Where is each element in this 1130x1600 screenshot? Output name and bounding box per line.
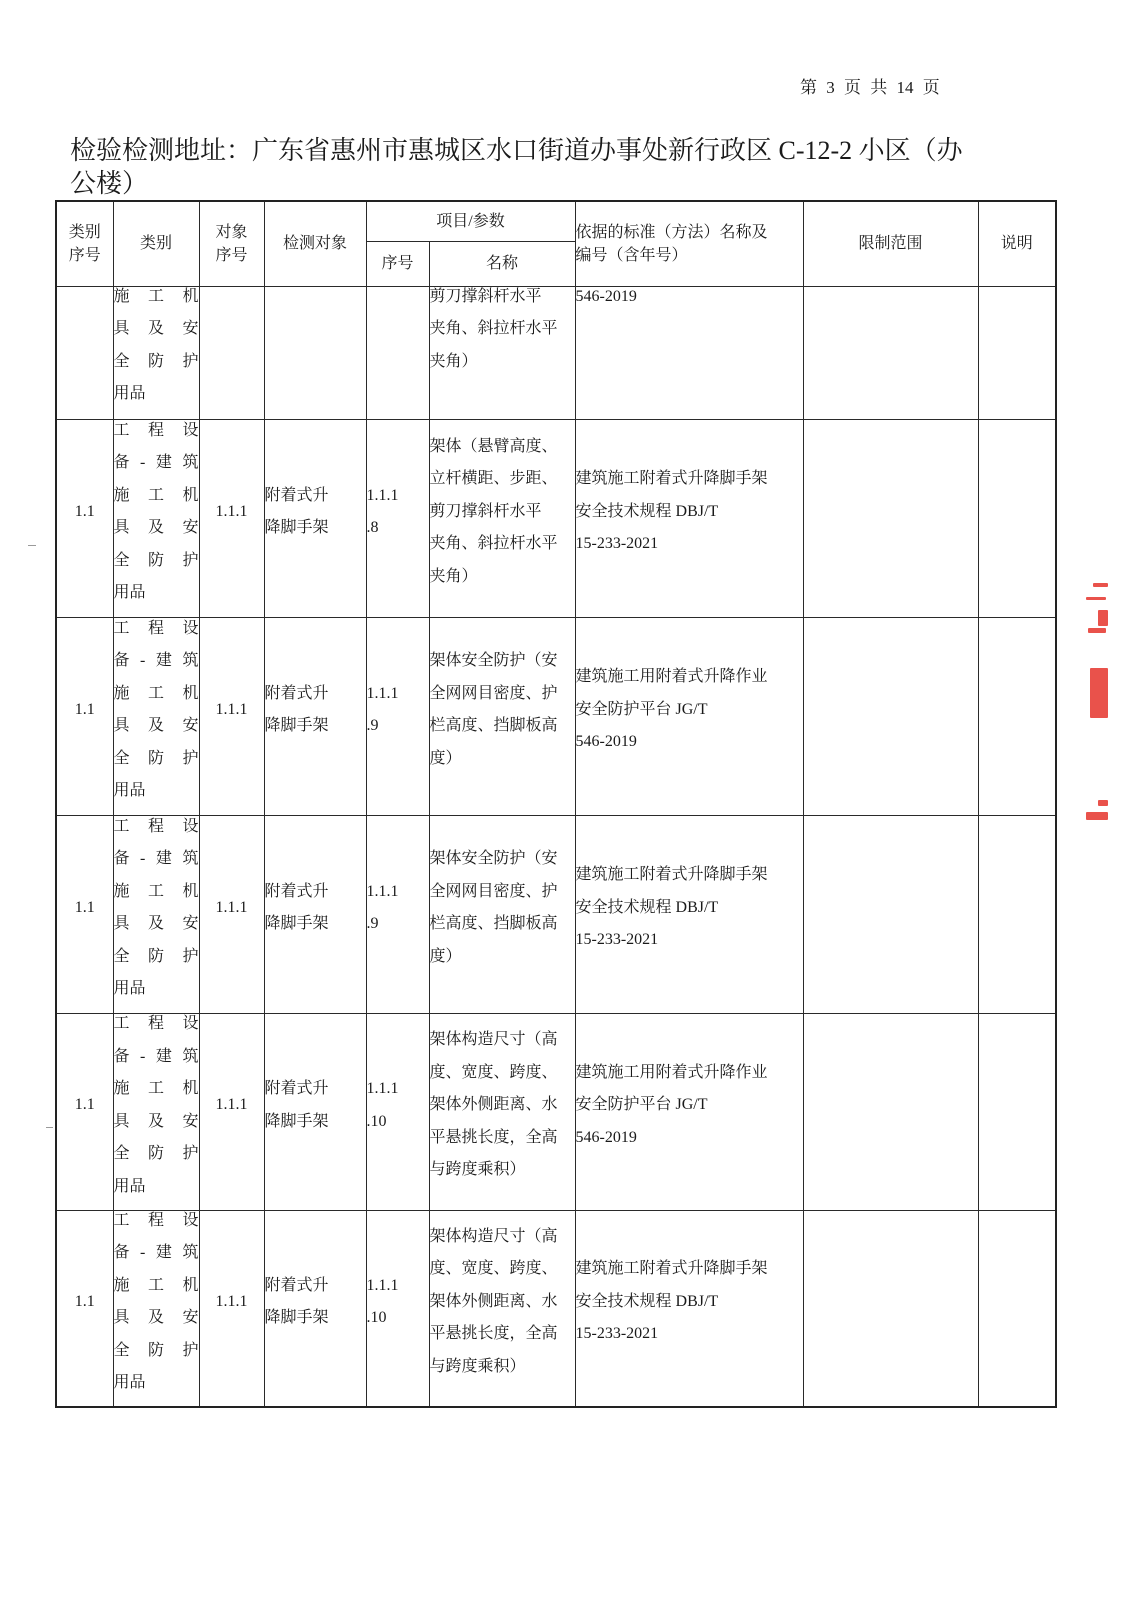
- cell-text-line: 施工机: [113, 287, 199, 305]
- scan-mark: [46, 1127, 53, 1128]
- category-no-cell: [56, 1210, 113, 1407]
- cell-text-line: 夹角、斜拉杆水平: [429, 320, 558, 337]
- cell-text-line: 降脚手架: [264, 915, 329, 932]
- cell-content: [114, 811, 199, 1006]
- header-item-no: 序号: [366, 241, 429, 286]
- cell-text-line: 施工机: [113, 486, 199, 504]
- limit-cell: [803, 419, 978, 617]
- cell-text-line: 1.1.1: [215, 700, 248, 718]
- category-cell: [113, 1013, 199, 1210]
- header-category-no: [56, 201, 113, 286]
- limit-cell: [803, 1013, 978, 1210]
- object-no-cell: [199, 617, 264, 815]
- cell-text-line: 降脚手架: [264, 519, 329, 536]
- cell-text-line: 度）: [429, 749, 462, 767]
- cell-content: [430, 645, 575, 775]
- cell-text-line: 架体构造尺寸（高: [429, 1227, 558, 1245]
- table-row: [56, 1013, 1056, 1210]
- cell-content: [200, 892, 264, 925]
- object-no-cell: [199, 1210, 264, 1407]
- cell-text-line: .9: [366, 915, 379, 932]
- category-no-cell: [56, 286, 113, 419]
- header-item-name: 名称: [429, 241, 575, 286]
- cell-text-line: 夹角）: [429, 352, 478, 370]
- cell-text-line: 施工机: [113, 1080, 199, 1097]
- cell-text-line: 附着式升: [264, 882, 329, 900]
- cell-content: [430, 1221, 575, 1384]
- cell-text-line: 备-建筑: [113, 1047, 199, 1065]
- cell-content: [576, 1253, 803, 1351]
- cell-text-line: 降脚手架: [264, 1309, 329, 1326]
- cell-content: [200, 694, 264, 727]
- cell-text-line: 1.1: [74, 700, 95, 718]
- cell-text-line: 安全技术规程 DBJ/T: [575, 898, 719, 916]
- limit-cell: [803, 815, 978, 1013]
- note-cell: [978, 419, 1056, 617]
- cell-text-line: 降脚手架: [264, 717, 329, 734]
- object-no-cell: [199, 419, 264, 617]
- item-no-cell: [366, 1013, 429, 1210]
- cell-text-line: 附着式升: [264, 1080, 329, 1097]
- category-no-cell: [56, 1013, 113, 1210]
- cell-text-line: 全防护: [113, 1341, 199, 1359]
- cell-content: [265, 1270, 366, 1335]
- cell-text-line: 具及安: [113, 717, 199, 734]
- cell-content: [114, 281, 199, 411]
- cell-text-line: 全防护: [113, 352, 199, 370]
- cell-text-line: 1.1.1: [215, 1292, 248, 1310]
- cell-text-line: 1.1.1: [366, 1080, 399, 1097]
- scope-table: [55, 200, 1057, 1408]
- cell-text-line: 备-建筑: [113, 652, 199, 669]
- cell-text-line: 用品: [113, 1374, 146, 1391]
- note-cell: [978, 1210, 1056, 1407]
- category-no-cell: [56, 419, 113, 617]
- standard-cell: [575, 286, 803, 419]
- cell-text-line: 架体外侧距离、水: [429, 1292, 558, 1310]
- cell-content: [57, 892, 113, 925]
- cell-text-line: 1.1.1: [366, 486, 399, 504]
- cell-content: [430, 281, 575, 379]
- cell-text-line: 546-2019: [575, 287, 637, 305]
- seal-fragment: [1088, 628, 1106, 633]
- note-cell: [978, 1013, 1056, 1210]
- cell-content: [367, 1270, 429, 1335]
- cell-text-line: 具及安: [113, 519, 199, 536]
- cell-content: [114, 1008, 199, 1203]
- cell-text-line: 全防护: [113, 551, 199, 569]
- cell-content: [576, 661, 803, 759]
- header-line: 对象: [215, 223, 248, 241]
- cell-text-line: .10: [366, 1112, 387, 1130]
- cell-text-line: 栏高度、挡脚板高: [429, 915, 558, 932]
- cell-content: [200, 1089, 264, 1122]
- cell-text-line: 栏高度、挡脚板高: [429, 717, 558, 734]
- page-title-line: 检验检测地址：广东省惠州市惠城区水口街道办事处新行政区 C-12-2 小区（办: [70, 136, 963, 165]
- table-row: [56, 419, 1056, 617]
- cell-content: [576, 1057, 803, 1155]
- item-name-cell: [429, 815, 575, 1013]
- cell-content: [367, 678, 429, 743]
- cell-text-line: 安全技术规程 DBJ/T: [575, 1292, 719, 1310]
- limit-cell: [803, 617, 978, 815]
- seal-fragment: [1086, 597, 1106, 600]
- category-cell: [113, 419, 199, 617]
- cell-content: [114, 1205, 199, 1400]
- table-row: [56, 617, 1056, 815]
- note-cell: [978, 286, 1056, 419]
- header-row: [56, 201, 1056, 241]
- standard-cell: [575, 1013, 803, 1210]
- item-no-cell: [366, 617, 429, 815]
- page-number: 第 3 页 共 14 页: [800, 78, 940, 97]
- cell-text-line: 施工机: [113, 1276, 199, 1294]
- cell-content: [57, 694, 113, 727]
- header-object-no: [199, 201, 264, 286]
- cell-text-line: 1.1.1: [366, 684, 399, 702]
- cell-text-line: 546-2019: [575, 1128, 637, 1146]
- header-standard: [575, 201, 803, 286]
- test-object-cell: [264, 1210, 366, 1407]
- object-no-cell: [199, 815, 264, 1013]
- header-line: 依据的标准（方法）名称及: [575, 223, 768, 241]
- cell-text-line: 度、宽度、跨度、: [429, 1063, 558, 1081]
- cell-text-line: 夹角）: [429, 567, 478, 585]
- cell-text-line: 全防护: [113, 749, 199, 767]
- object-no-cell: [199, 1013, 264, 1210]
- cell-text-line: 与跨度乘积）: [429, 1357, 526, 1375]
- test-object-cell: [264, 286, 366, 419]
- cell-text-line: 施工机: [113, 684, 199, 702]
- cell-text-line: 建筑施工附着式升降脚手架: [575, 1260, 768, 1278]
- cell-text-line: 15-233-2021: [575, 931, 659, 949]
- category-cell: [113, 286, 199, 419]
- cell-text-line: 备-建筑: [113, 1244, 199, 1261]
- seal-fragment: [1098, 610, 1108, 626]
- cell-text-line: 备-建筑: [113, 850, 199, 867]
- test-object-cell: [264, 419, 366, 617]
- category-no-cell: [56, 617, 113, 815]
- cell-text-line: 平悬挑长度，全高: [429, 1325, 558, 1343]
- cell-text-line: 1.1: [74, 898, 95, 916]
- limit-cell: [803, 1210, 978, 1407]
- cell-text-line: 具及安: [113, 320, 199, 337]
- header-line: 序号: [215, 246, 248, 264]
- cell-text-line: 安全技术规程 DBJ/T: [575, 502, 719, 520]
- cell-text-line: 施工机: [113, 882, 199, 900]
- table-body: [56, 286, 1056, 1407]
- cell-text-line: 具及安: [113, 1112, 199, 1130]
- cell-text-line: 建筑施工用附着式升降作业: [575, 668, 768, 686]
- cell-text-line: 全网网目密度、护: [429, 684, 558, 702]
- cell-content: [430, 431, 575, 594]
- limit-cell: [803, 286, 978, 419]
- header-test-object: 检测对象: [264, 201, 366, 286]
- cell-text-line: 全防护: [113, 947, 199, 965]
- table-row: [56, 1210, 1056, 1407]
- cell-text-line: 1.1: [74, 502, 95, 520]
- standard-cell: [575, 419, 803, 617]
- cell-text-line: 降脚手架: [264, 1112, 329, 1130]
- standard-cell: [575, 815, 803, 1013]
- header-line: 序号: [68, 246, 101, 264]
- item-name-cell: [429, 1013, 575, 1210]
- cell-text-line: 附着式升: [264, 1276, 329, 1294]
- cell-content: [200, 496, 264, 529]
- cell-text-line: 用品: [113, 980, 146, 997]
- cell-content: [265, 1073, 366, 1138]
- table-row: [56, 286, 1056, 419]
- item-no-cell: [366, 419, 429, 617]
- cell-text-line: 546-2019: [575, 733, 637, 751]
- cell-text-line: 附着式升: [264, 486, 329, 504]
- cell-text-line: 附着式升: [264, 684, 329, 702]
- cell-text-line: 立杆横距、步距、: [429, 470, 558, 488]
- item-name-cell: [429, 617, 575, 815]
- cell-text-line: 安全防护平台 JG/T: [575, 700, 708, 718]
- cell-text-line: 1.1.1: [215, 898, 248, 916]
- header-limit: 限制范围: [803, 201, 978, 286]
- category-no-cell: [56, 815, 113, 1013]
- cell-text-line: 1.1.1: [366, 882, 399, 900]
- cell-text-line: 安全防护平台 JG/T: [575, 1096, 708, 1114]
- seal-fragment: [1086, 812, 1108, 820]
- cell-content: [367, 876, 429, 941]
- cell-content: [57, 1089, 113, 1122]
- cell-text-line: 备-建筑: [113, 454, 199, 471]
- cell-text-line: 1.1.1: [215, 502, 248, 520]
- scan-mark: [28, 545, 36, 546]
- header-line: 类别: [68, 223, 101, 241]
- cell-text-line: 15-233-2021: [575, 1325, 659, 1343]
- cell-content: [367, 480, 429, 545]
- cell-content: [265, 876, 366, 941]
- cell-text-line: 工程设: [113, 1211, 199, 1229]
- cell-text-line: 与跨度乘积）: [429, 1161, 526, 1179]
- header-category: 类别: [113, 201, 199, 286]
- cell-text-line: .8: [366, 519, 379, 536]
- header-note: 说明: [978, 201, 1056, 286]
- cell-text-line: 具及安: [113, 1309, 199, 1326]
- cell-content: [576, 281, 803, 314]
- cell-text-line: 度、宽度、跨度、: [429, 1260, 558, 1278]
- cell-text-line: 用品: [113, 385, 146, 402]
- cell-text-line: 用品: [113, 584, 146, 601]
- cell-text-line: 工程设: [113, 619, 199, 637]
- cell-text-line: 1.1.1: [215, 1096, 248, 1114]
- header-item-param: 项目/参数: [366, 201, 575, 241]
- cell-text-line: .10: [366, 1309, 387, 1326]
- cell-text-line: 剪刀撑斜杆水平: [429, 287, 542, 305]
- cell-content: [200, 1286, 264, 1319]
- item-no-cell: [366, 815, 429, 1013]
- cell-text-line: 建筑施工用附着式升降作业: [575, 1063, 768, 1081]
- table-header: [56, 201, 1056, 286]
- cell-text-line: 建筑施工附着式升降脚手架: [575, 866, 768, 884]
- cell-content: [114, 415, 199, 610]
- page-title: [70, 134, 963, 200]
- item-no-cell: [366, 286, 429, 419]
- cell-text-line: 1.1: [74, 1096, 95, 1114]
- cell-text-line: 工程设: [113, 421, 199, 439]
- item-name-cell: [429, 419, 575, 617]
- cell-text-line: .9: [366, 717, 379, 734]
- seal-fragment: [1098, 800, 1108, 806]
- cell-text-line: 度）: [429, 947, 462, 965]
- cell-text-line: 用品: [113, 1177, 146, 1195]
- standard-cell: [575, 617, 803, 815]
- item-no-cell: [366, 1210, 429, 1407]
- cell-text-line: 建筑施工附着式升降脚手架: [575, 470, 768, 488]
- category-cell: [113, 815, 199, 1013]
- cell-content: [265, 678, 366, 743]
- header-line: 编号（含年号）: [575, 246, 688, 264]
- category-cell: [113, 617, 199, 815]
- test-object-cell: [264, 815, 366, 1013]
- cell-content: [114, 613, 199, 808]
- cell-text-line: 剪刀撑斜杆水平: [429, 502, 542, 520]
- cell-text-line: 15-233-2021: [575, 535, 659, 553]
- cell-text-line: 架体外侧距离、水: [429, 1096, 558, 1114]
- cell-content: [576, 463, 803, 561]
- cell-text-line: 用品: [113, 782, 146, 799]
- cell-text-line: 全防护: [113, 1145, 199, 1162]
- category-cell: [113, 1210, 199, 1407]
- standard-cell: [575, 1210, 803, 1407]
- cell-content: [57, 1286, 113, 1319]
- cell-content: [57, 496, 113, 529]
- cell-text-line: 工程设: [113, 817, 199, 835]
- cell-text-line: 平悬挑长度，全高: [429, 1128, 558, 1146]
- object-no-cell: [199, 286, 264, 419]
- cell-text-line: 架体安全防护（安: [429, 652, 558, 669]
- test-object-cell: [264, 1013, 366, 1210]
- cell-text-line: 架体构造尺寸（高: [429, 1031, 558, 1049]
- cell-text-line: 架体（悬臂高度、: [429, 437, 558, 455]
- item-name-cell: [429, 286, 575, 419]
- note-cell: [978, 815, 1056, 1013]
- cell-text-line: 架体安全防护（安: [429, 850, 558, 867]
- cell-text-line: 全网网目密度、护: [429, 882, 558, 900]
- seal-fragment: [1093, 583, 1108, 587]
- cell-text-line: 夹角、斜拉杆水平: [429, 535, 558, 553]
- cell-content: [265, 480, 366, 545]
- cell-text-line: 具及安: [113, 915, 199, 932]
- test-object-cell: [264, 617, 366, 815]
- page-title-line: 公楼）: [70, 169, 149, 198]
- cell-content: [430, 1024, 575, 1187]
- note-cell: [978, 617, 1056, 815]
- table-row: [56, 815, 1056, 1013]
- seal-fragment: [1090, 668, 1108, 718]
- cell-content: [430, 843, 575, 973]
- cell-content: [367, 1073, 429, 1138]
- cell-text-line: 工程设: [113, 1015, 199, 1032]
- cell-text-line: 1.1.1: [366, 1276, 399, 1294]
- cell-content: [576, 859, 803, 957]
- item-name-cell: [429, 1210, 575, 1407]
- cell-text-line: 1.1: [74, 1292, 95, 1310]
